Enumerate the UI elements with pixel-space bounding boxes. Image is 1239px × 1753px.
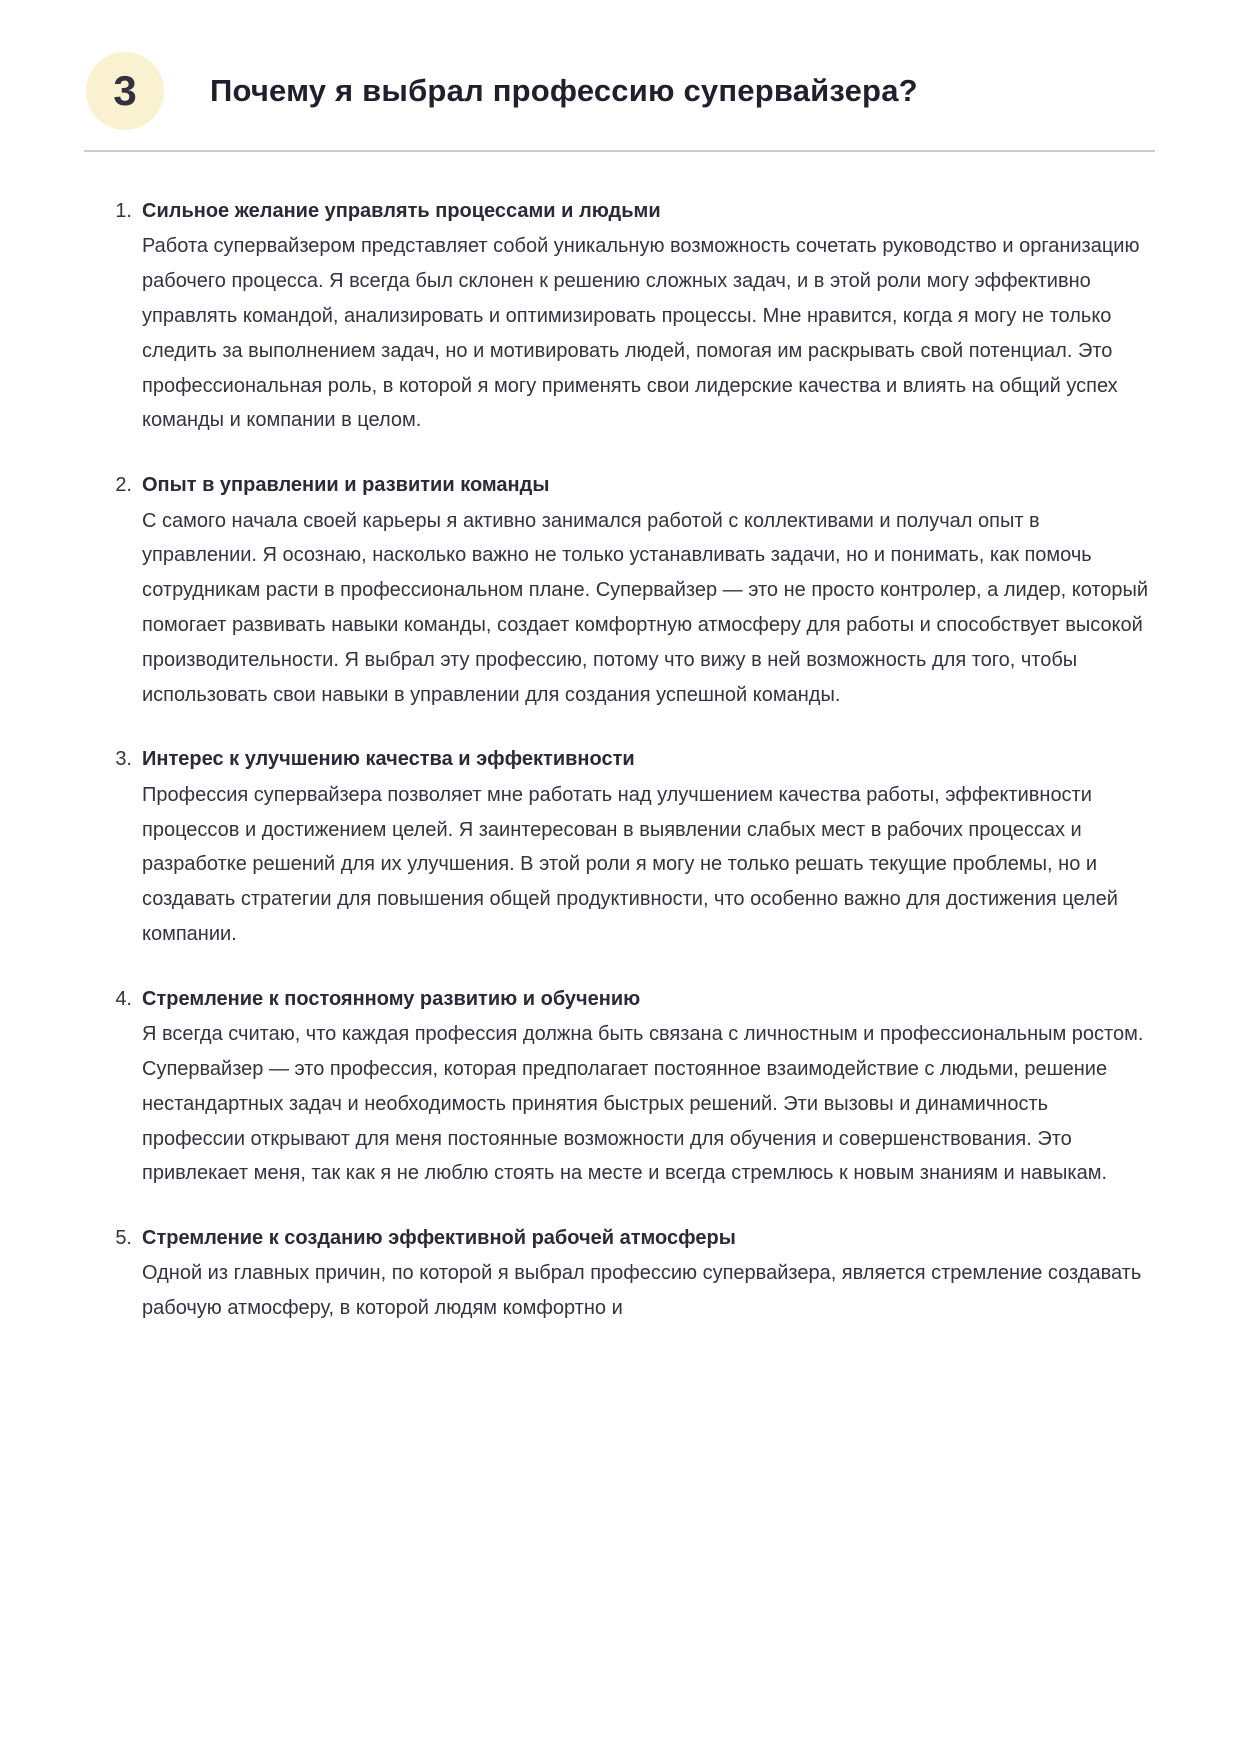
section-number: 3 [113, 67, 137, 114]
item-number: 3. [115, 748, 132, 771]
item-content [142, 194, 1152, 438]
item-heading: Интерес к улучшению качества и эффективности [142, 748, 635, 771]
item-number: 5. [115, 1227, 132, 1250]
item-body: Я всегда считаю, что каждая профессия должна быть связана с личностным и профессиональным ростом. Супервайзер — это профессия, которая предполагает постоянное взаимодействие с людьми, решение нестандартных задач и необходимость принятия быстрых решений. Эти вызовы и динамичность профессии открывают для меня постоянные возможности для обучения и совершенствования. Это привлекает меня, так как я не люблю стоять на месте и всегда стремлюсь к новым знаниям и навыкам. [142, 1023, 1144, 1185]
document-header [84, 52, 1155, 130]
item-body: Одной из главных причин, по которой я выбрал профессию супервайзера, является стремление создавать рабочую атмосферу, в которой людям комфортно и [142, 1262, 1142, 1320]
item-content [142, 1221, 1152, 1326]
item-content [142, 742, 1152, 951]
page-title: Почему я выбрал профессию супервайзера? [210, 73, 918, 108]
item-body: С самого начала своей карьеры я активно занимался работой с коллективами и получал опыт в управлении. Я осознаю, насколько важно не только устанавливать задачи, но и понимать, как помочь сотрудникам расти в профессиональном плане. Супервайзер — это не просто контролер, а лидер, который помогает развивать навыки команды, создает комфортную атмосферу для работы и способствует высокой производительности. Я выбрал эту профессию, потому что вижу в ней возможность для того, чтобы использовать свои навыки в управлении для создания успешной команды. [142, 509, 1149, 706]
list-item [108, 982, 1155, 1191]
reasons-list [108, 194, 1155, 1326]
item-body: Работа супервайзером представляет собой уникальную возможность сочетать руководство и организацию рабочего процесса. Я всегда был склонен к решению сложных задач, и в этой роли могу эффективно управлять командой, анализировать и оптимизировать процессы. Мне нравится, когда я могу не только следить за выполнением задач, но и мотивировать людей, помогая им раскрывать свой потенциал. Это профессиональная роль, в которой я могу применять свои лидерские качества и влиять на общий успех команды и компании в целом. [142, 235, 1140, 432]
item-heading: Сильное желание управлять процессами и людьми [142, 200, 661, 222]
header-divider [84, 150, 1155, 152]
list-item [108, 1221, 1155, 1326]
list-item [108, 194, 1155, 438]
item-number: 2. [115, 474, 132, 497]
item-content [142, 468, 1152, 712]
item-content [142, 982, 1152, 1191]
item-number: 1. [115, 200, 132, 222]
list-item [108, 468, 1155, 712]
item-body: Профессия супервайзера позволяет мне работать над улучшением качества работы, эффективности процессов и достижением целей. Я заинтересован в выявлении слабых мест в рабочих процессах и разработке решений для их улучшения. В этой роли я могу не только решать текущие проблемы, но и создавать стратегии для повышения общей продуктивности, что особенно важно для достижения целей компании. [142, 783, 1118, 945]
item-heading: Опыт в управлении и развитии команды [142, 474, 550, 497]
list-item [108, 742, 1155, 951]
item-heading: Стремление к созданию эффективной рабочей атмосферы [142, 1227, 736, 1250]
section-number-badge [86, 52, 164, 130]
item-heading: Стремление к постоянному развитию и обучению [142, 987, 641, 1010]
item-number: 4. [115, 987, 132, 1010]
